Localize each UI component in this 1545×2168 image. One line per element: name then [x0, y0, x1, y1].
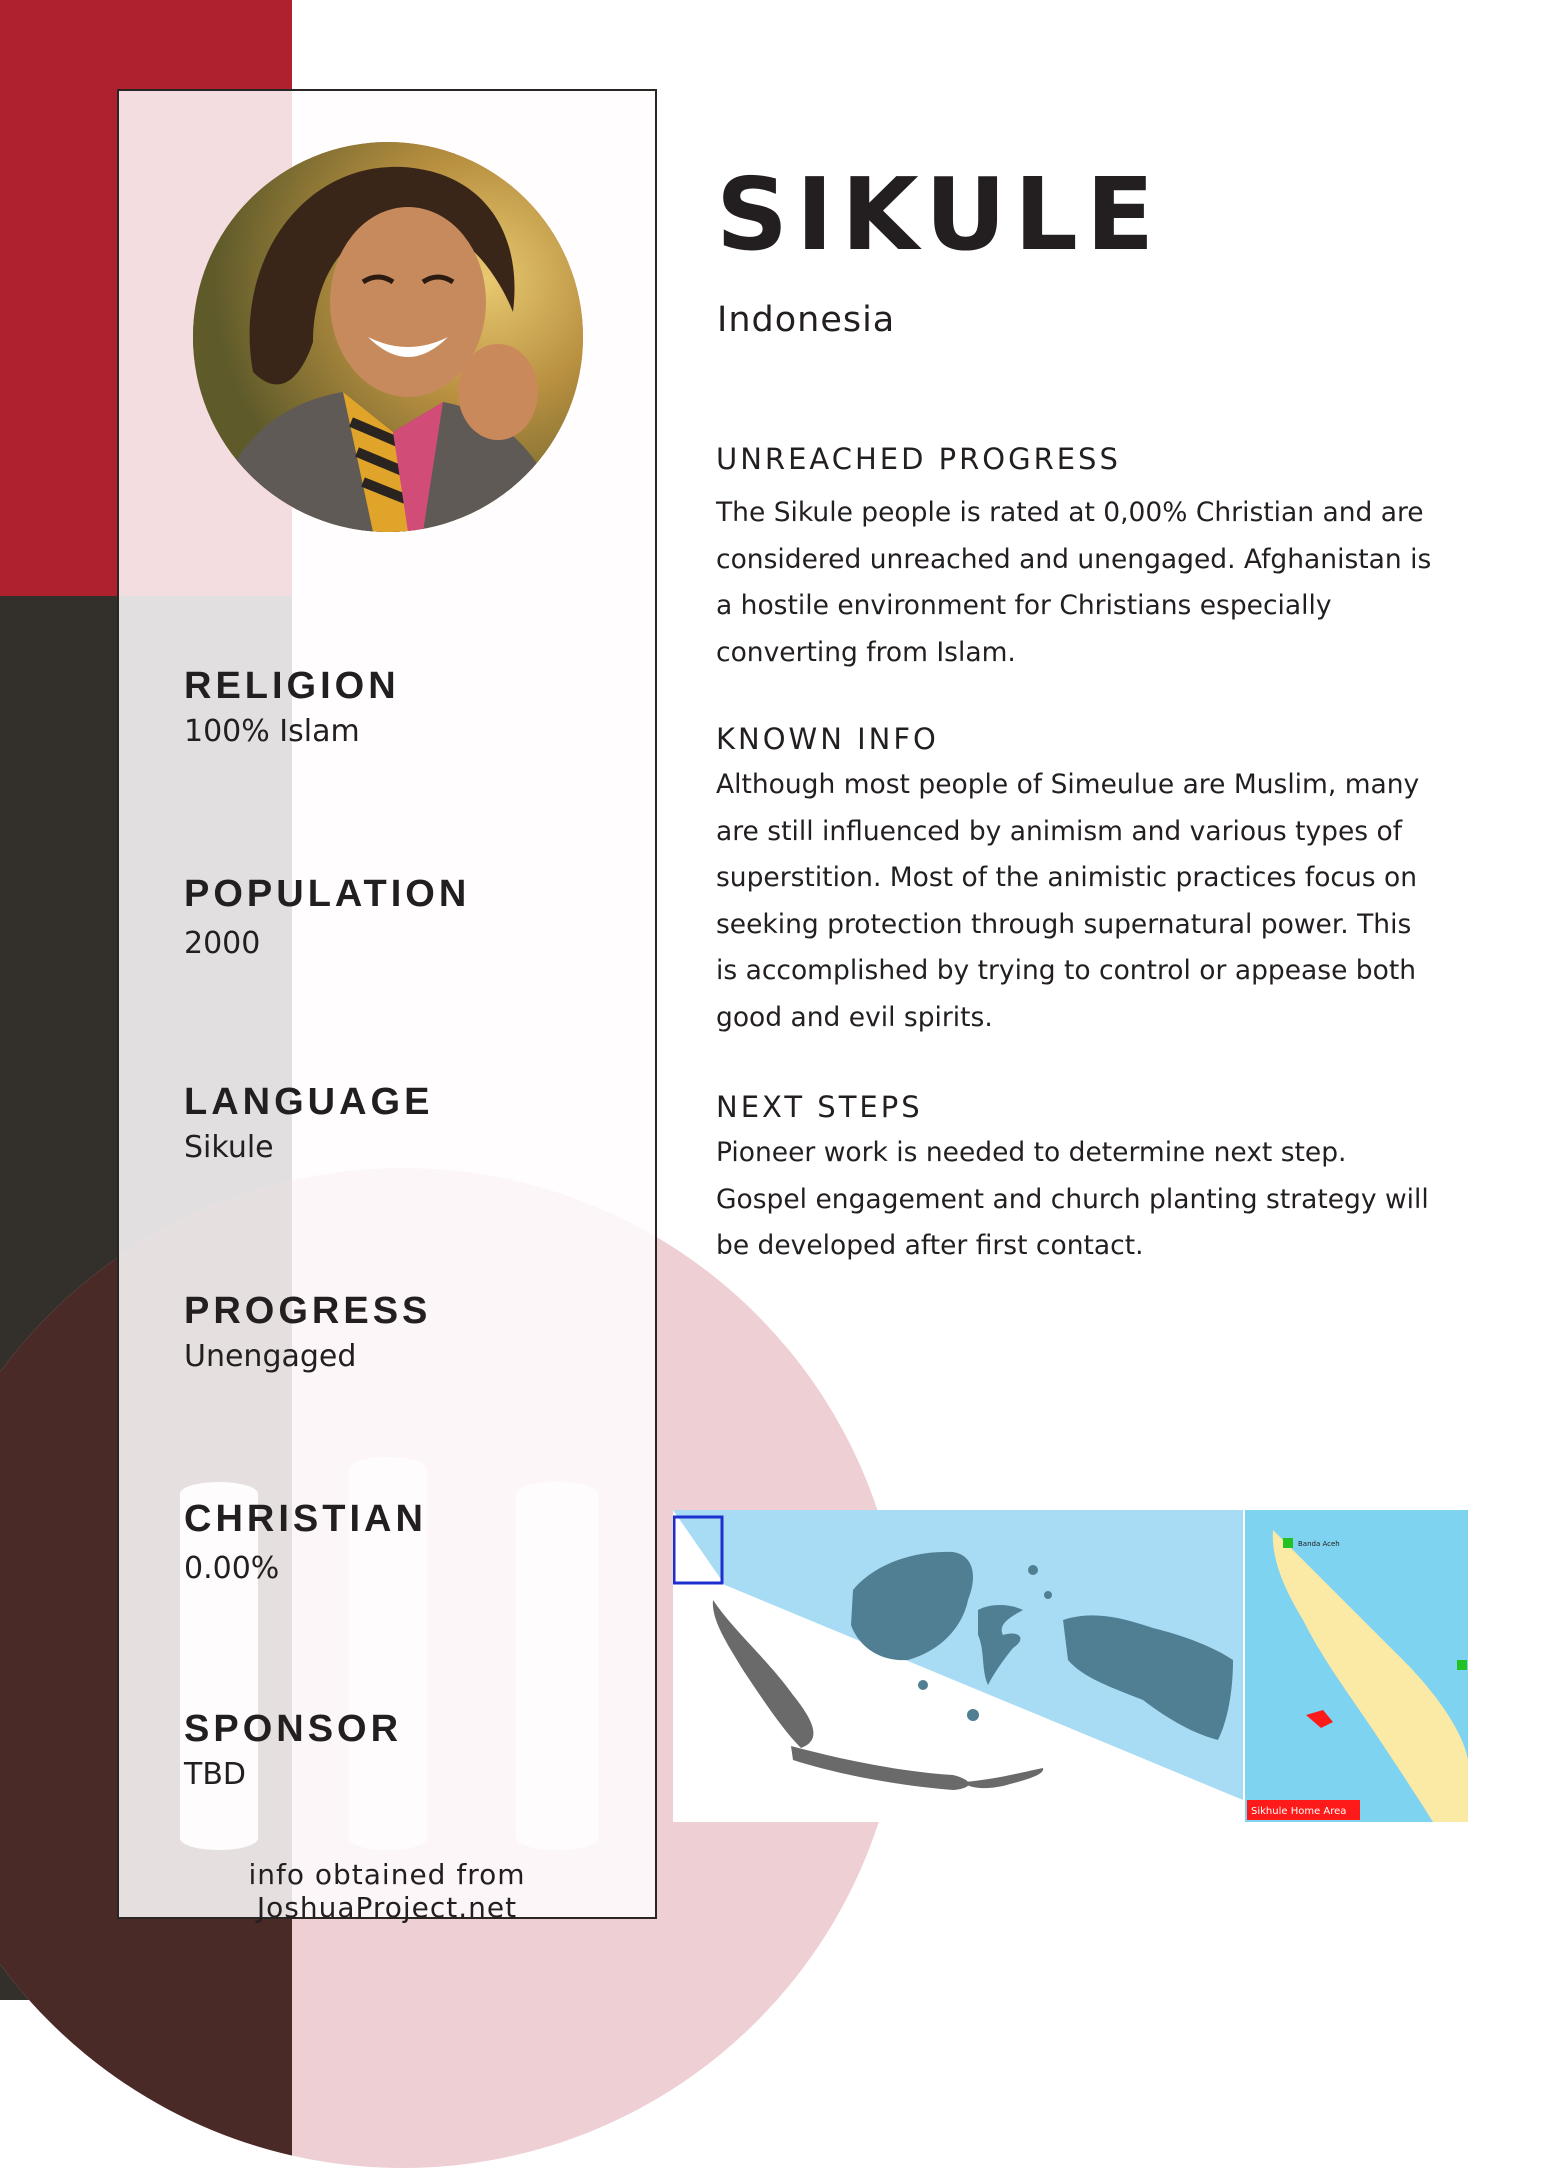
stat-label: POPULATION: [184, 873, 471, 915]
stat-label: LANGUAGE: [184, 1081, 434, 1123]
stat-value: Sikule: [184, 1130, 274, 1165]
stat-progress: [184, 1290, 431, 1374]
country-subtitle: Indonesia: [717, 300, 896, 340]
section-heading: UNREACHED PROGRESS: [716, 442, 1121, 476]
source-note: info obtained from JoshuaProject.net: [248, 1858, 526, 1924]
section-known-info: [716, 722, 1436, 1041]
portrait-photo: [193, 142, 583, 532]
section-body: Although most people of Simeulue are Muslim, many are still influenced by animism and various types of superstition. Most of the animistic practices focus on seeking protection through supernatural power. This is accomplished by trying to control or appease both good and evil spirits.: [716, 769, 1420, 1033]
stat-label: SPONSOR: [184, 1708, 403, 1750]
stat-label: PROGRESS: [184, 1290, 432, 1332]
section-unreached-progress: [716, 442, 1436, 676]
section-body: Pioneer work is needed to determine next step. Gospel engagement and church planting strategy will be developed after first contact.: [716, 1137, 1429, 1261]
stat-value: 0.00%: [184, 1551, 280, 1586]
page-title: SIKULE: [716, 156, 1163, 273]
stat-value: Unengaged: [184, 1339, 357, 1374]
stat-label: CHRISTIAN: [184, 1498, 427, 1540]
decorative-pillar: [516, 1482, 598, 1850]
stat-sponsor: [184, 1708, 402, 1792]
indonesia-map: [673, 1510, 1468, 1822]
stat-christian: [184, 1498, 427, 1586]
portrait-illustration: [193, 142, 583, 532]
map-home-area-label: Sikhule Home Area: [1251, 1806, 1347, 1817]
stat-language: [184, 1081, 433, 1165]
stat-population: [184, 873, 470, 961]
section-next-steps: [716, 1090, 1436, 1270]
stat-religion: [184, 665, 400, 749]
section-body: The Sikule people is rated at 0,00% Christian and are considered unreached and unengaged. Afghanistan is a hostile environment for Christians especially converting from Islam.: [716, 497, 1432, 668]
section-heading: NEXT STEPS: [716, 1090, 923, 1124]
section-heading: KNOWN INFO: [716, 722, 939, 756]
stat-value: TBD: [184, 1757, 247, 1792]
stat-value: 100% Islam: [184, 714, 360, 749]
stat-label: RELIGION: [184, 665, 400, 707]
stat-value: 2000: [184, 926, 261, 961]
location-map: [673, 1510, 1468, 1822]
map-city-label: Banda Aceh: [1298, 1540, 1340, 1548]
